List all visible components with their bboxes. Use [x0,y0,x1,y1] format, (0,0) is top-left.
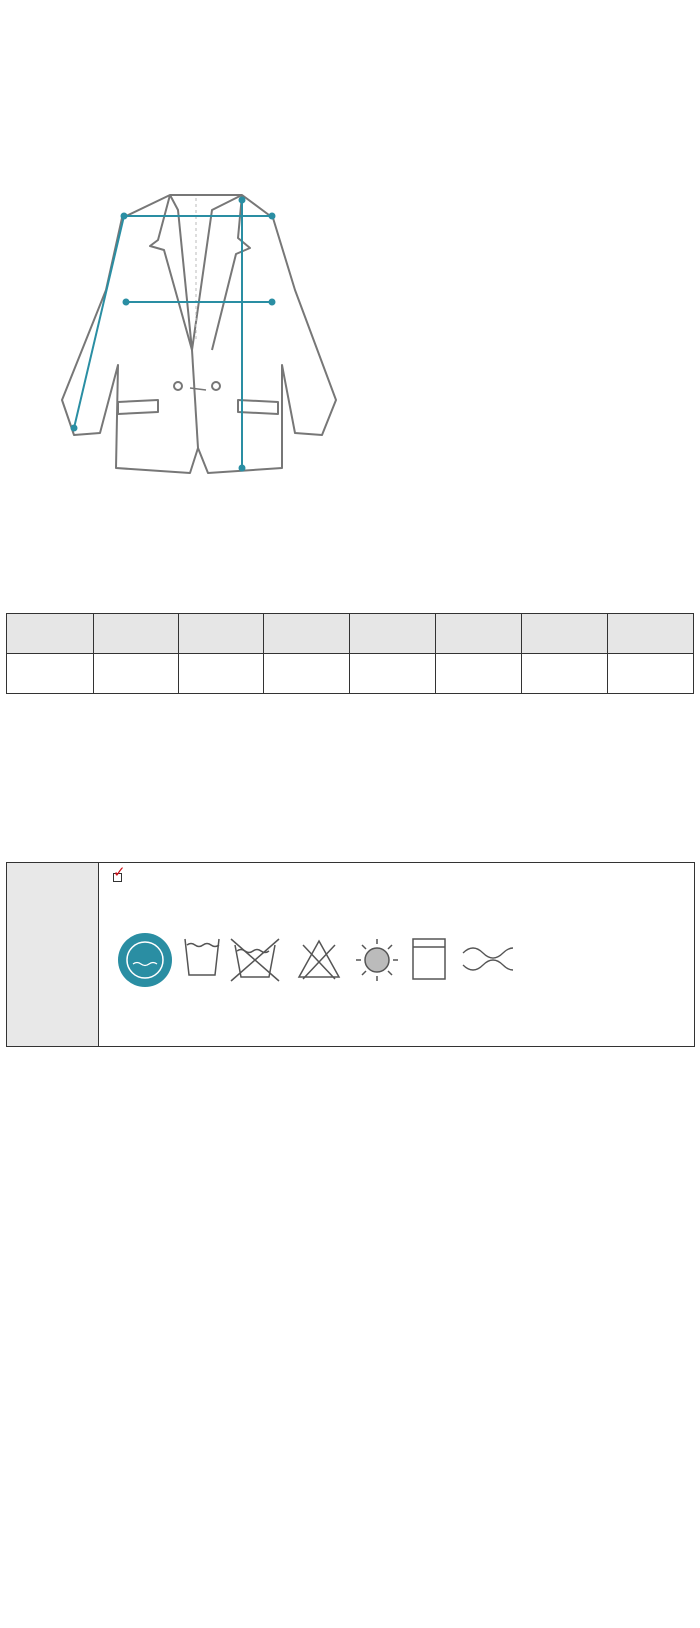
table-cell [178,654,263,694]
table-header-cell [264,614,350,654]
table-row [7,654,694,694]
table-cell [522,654,607,694]
jacket-illustration [0,150,700,530]
table-cell [435,654,521,694]
table-header-cell [7,614,94,654]
table-cell [7,654,94,694]
table-cell [264,654,350,694]
twist-icon [463,948,513,970]
table-header-cell [178,614,263,654]
hand-wash-icon [185,939,219,975]
washing-cell [99,863,695,1047]
attribute-name [7,863,99,1047]
table-header-cell [350,614,435,654]
care-icons-svg [113,925,513,995]
size-table [6,613,694,694]
table-cell [94,654,178,694]
no-water-wash-icon [231,939,279,981]
table-header-cell [607,614,693,654]
table-header-cell [94,614,178,654]
checkbox [113,873,122,882]
table-cell [350,654,435,694]
care-icons [113,925,513,995]
washing-row [7,863,695,1047]
no-bleach-icon [299,941,339,979]
size-diagram [0,150,700,530]
table-header-cell [522,614,607,654]
table-cell [607,654,693,694]
machine-wash-icon [413,939,445,979]
attribute-table [6,862,695,1047]
size-table-header [7,614,694,654]
shade-dry-icon [356,939,398,981]
dry-cleaning-icon [118,933,172,987]
table-header-cell [435,614,521,654]
product-info [420,224,620,237]
option-dry-cleaning [113,873,124,882]
